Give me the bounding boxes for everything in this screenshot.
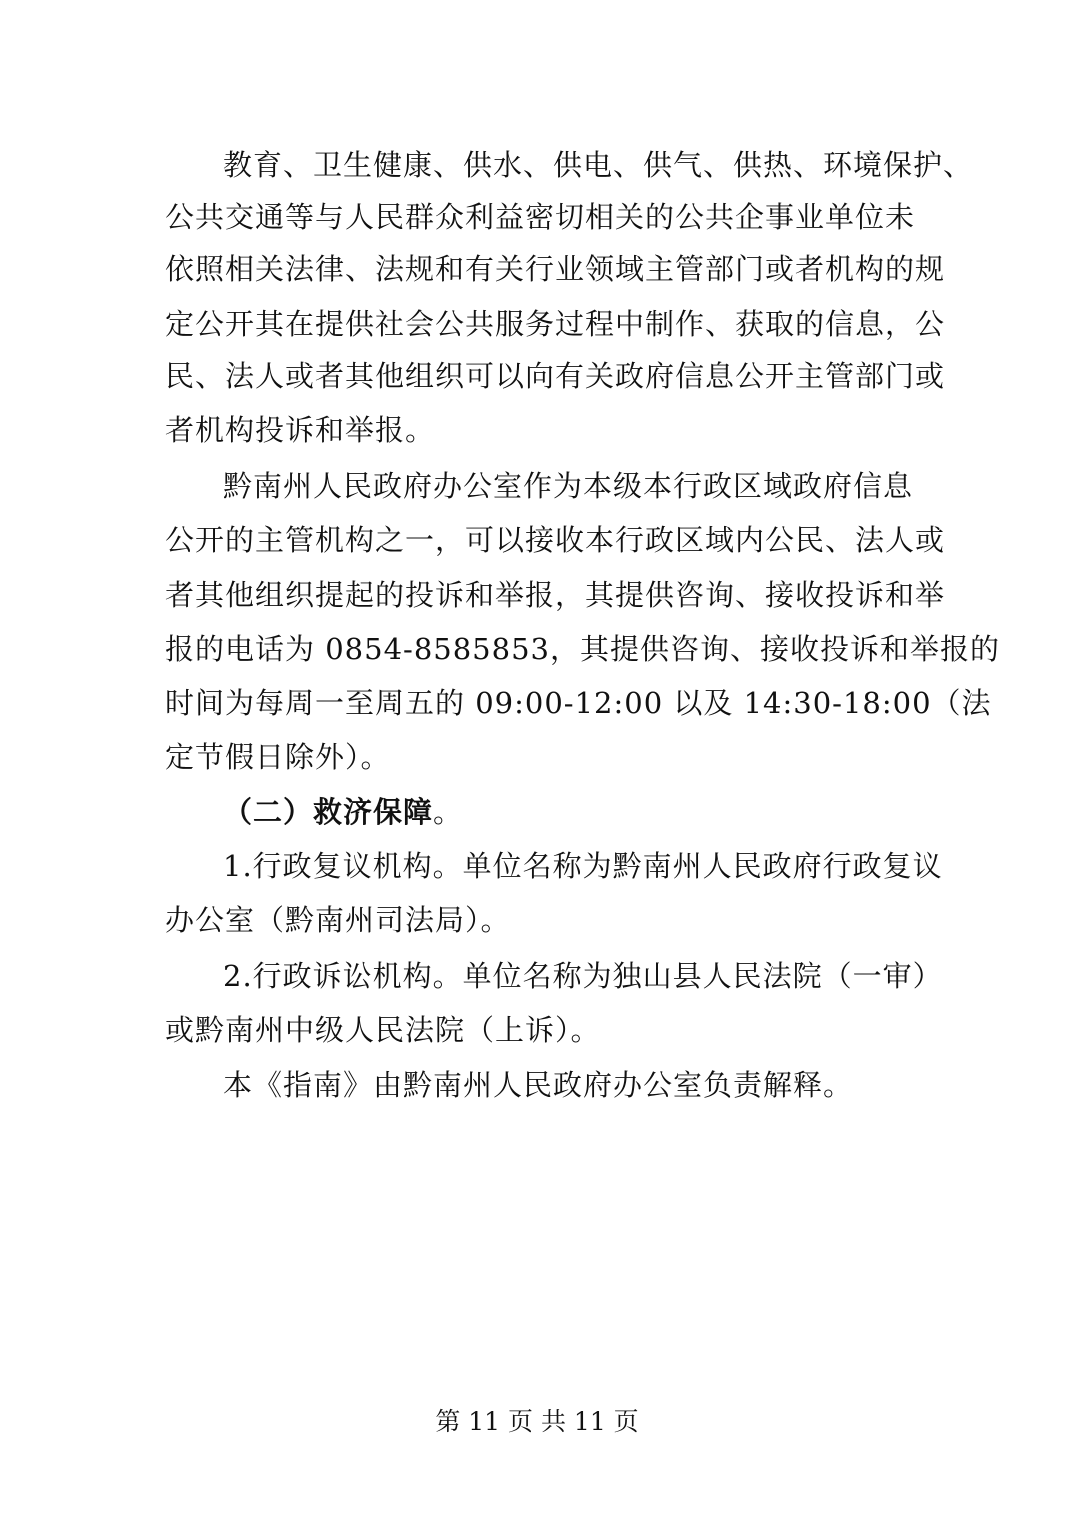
paragraph-line: 民、法人或者其他组织可以向有关政府信息公开主管部门或 [165, 359, 946, 393]
paragraph-line: 1.行政复议机构。单位名称为黔南州人民政府行政复议 [223, 849, 943, 883]
paragraph-line: 2.行政诉讼机构。单位名称为独山县人民法院（一审） [223, 959, 943, 993]
paragraph-line: 或黔南州中级人民法院（上诉）。 [165, 1013, 601, 1047]
paragraph-line: 依照相关法律、法规和有关行业领域主管部门或者机构的规 [165, 252, 946, 286]
paragraph-line: 定公开其在提供社会公共服务过程中制作、获取的信息，公 [165, 307, 946, 341]
paragraph-line: 公共交通等与人民群众利益密切相关的公共企事业单位未 [165, 200, 916, 234]
paragraph-line: 公开的主管机构之一，可以接收本行政区域内公民、法人或 [165, 523, 946, 557]
page-number-footer: 第 11 页 共 11 页 [435, 1407, 639, 1436]
paragraph-line: 者其他组织提起的投诉和举报，其提供咨询、接收投诉和举 [165, 578, 946, 612]
paragraph-line: 办公室（黔南州司法局）。 [165, 903, 511, 937]
section-heading-punct: 。 [433, 795, 464, 829]
section-heading [223, 792, 463, 832]
paragraph-line: 报的电话为 0854-8585853，其提供咨询、接收投诉和举报的 [165, 632, 1000, 666]
paragraph-line: 时间为每周一至周五的 09:00-12:00 以及 14:30-18:00（法 [165, 686, 992, 720]
paragraph-line: 者机构投诉和举报。 [165, 413, 436, 447]
section-heading-text: （二）救济保障 [223, 795, 434, 829]
paragraph-line: 定节假日除外）。 [165, 740, 391, 774]
paragraph-line: 本《指南》由黔南州人民政府办公室负责解释。 [223, 1068, 854, 1102]
paragraph-line: 黔南州人民政府办公室作为本级本行政区域政府信息 [223, 469, 914, 503]
paragraph-line: 教育、卫生健康、供水、供电、供气、供热、环境保护、 [223, 148, 974, 182]
